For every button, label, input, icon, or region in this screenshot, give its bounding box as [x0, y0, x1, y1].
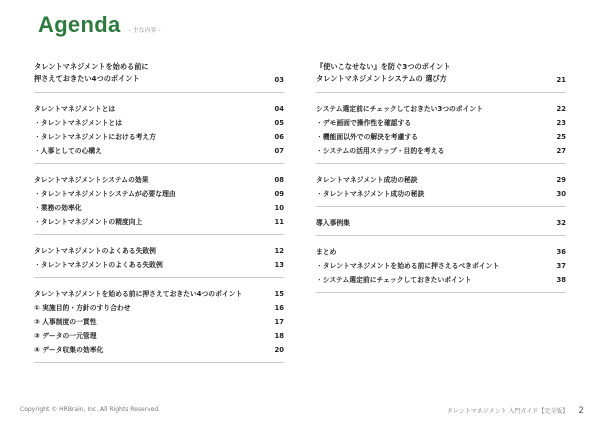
title-row	[38, 12, 161, 38]
toc-subitem[interactable]	[316, 144, 566, 158]
toc-label: タレントマネジメントを始める前に 押さえておきたい4つのポイント	[34, 62, 149, 83]
toc-subitem[interactable]	[316, 130, 566, 144]
toc-label: ・ デモ画面で操作性を確認する	[316, 119, 546, 128]
toc-subitem[interactable]	[316, 116, 566, 130]
toc-section	[316, 173, 566, 207]
toc-page-number: 36	[556, 248, 566, 256]
toc-page-number: 37	[556, 262, 566, 270]
toc-page-number: 11	[274, 218, 284, 226]
toc-left-column	[34, 58, 284, 372]
toc-label: タレントマネジメントとは	[34, 105, 116, 113]
toc-page-number: 20	[274, 346, 284, 354]
toc-label: ・ タレントマネジメントの精度向上	[34, 218, 264, 227]
toc-subitem[interactable]	[316, 259, 566, 273]
toc-page-number: 30	[556, 190, 566, 198]
toc-numbered-item[interactable]	[34, 329, 284, 343]
toc-section	[34, 102, 284, 164]
toc-label: タレントマネジメントのよくある失敗例	[34, 247, 156, 255]
footer	[20, 406, 584, 416]
toc-page-number: 05	[274, 119, 284, 127]
toc-page-number: 13	[274, 261, 284, 269]
toc-label: タレントマネジメント成功の秘訣	[316, 176, 418, 184]
toc-page-number: 03	[274, 76, 284, 84]
toc-label: ③ データの一元管理	[34, 332, 97, 340]
toc-heading[interactable]	[316, 245, 566, 259]
toc-page-number: 04	[274, 105, 284, 113]
toc-heading[interactable]	[316, 58, 566, 87]
toc-label: ・ タレントマネジメントを始める前に押さえるべきポイント	[316, 262, 546, 271]
toc-heading[interactable]	[316, 216, 566, 230]
toc-page-number: 07	[274, 147, 284, 155]
toc-page-number: 16	[274, 304, 284, 312]
toc-page-number: 10	[274, 204, 284, 212]
toc-section	[316, 216, 566, 236]
toc-label: ・ 機能面以外での解決を考慮する	[316, 133, 546, 142]
toc-section	[316, 245, 566, 293]
toc-label: まとめ	[316, 248, 337, 256]
toc-heading[interactable]	[34, 173, 284, 187]
toc-page-number: 06	[274, 133, 284, 141]
toc-page-number: 15	[274, 290, 284, 298]
toc-subitem[interactable]	[34, 130, 284, 144]
toc-label: ④ データ収集の効率化	[34, 346, 104, 354]
toc-section	[316, 102, 566, 164]
toc-subitem[interactable]	[34, 187, 284, 201]
toc-label: ・ 人事としての心構え	[34, 147, 264, 156]
toc-label: 導入事例集	[316, 219, 350, 227]
toc-label: ・ システムの活用ステップ・目的を考える	[316, 147, 546, 156]
toc-label: ① 実施目的・方針のすり合わせ	[34, 304, 131, 312]
toc-page-number: 23	[556, 119, 566, 127]
toc-page-number: 32	[556, 219, 566, 227]
toc-page-number: 27	[556, 147, 566, 155]
toc-label: ・ タレントマネジメントのよくある失敗例	[34, 261, 264, 270]
toc-page-number: 18	[274, 332, 284, 340]
toc-subitem[interactable]	[316, 273, 566, 287]
guide-title: タレントマネジメント 入門ガイド【完全版】	[446, 408, 569, 415]
toc-label: ・ システム選定前にチェックしておきたいポイント	[316, 276, 546, 285]
page-number: 2	[578, 406, 584, 416]
toc-section	[34, 244, 284, 278]
toc-label: ② 人事制度の一貫性	[34, 318, 97, 326]
toc-heading[interactable]	[34, 244, 284, 258]
toc-page-number: 22	[556, 105, 566, 113]
toc-page-number: 09	[274, 190, 284, 198]
toc-heading[interactable]	[34, 102, 284, 116]
copyright: Copyright © HRBrain, Inc. All Rights Reserved.	[20, 406, 161, 413]
toc-numbered-item[interactable]	[34, 343, 284, 357]
page-subtitle: - 主な内容 -	[128, 27, 161, 34]
toc-label: タレントマネジメントシステムの効果	[34, 176, 149, 184]
toc-section	[316, 58, 566, 93]
toc-section	[34, 173, 284, 235]
toc-subitem[interactable]	[34, 144, 284, 158]
toc-page-number: 17	[274, 318, 284, 326]
toc-subitem[interactable]	[34, 215, 284, 229]
toc-page-number: 29	[556, 176, 566, 184]
toc-label: システム選定前にチェックしておきたい3つのポイント	[316, 105, 483, 113]
toc-subitem[interactable]	[34, 116, 284, 130]
toc-heading[interactable]	[316, 102, 566, 116]
toc-section	[34, 58, 284, 93]
toc-label: タレントマネジメントを始める前に押さえておきたい4つのポイント	[34, 290, 243, 298]
page-title: Agenda	[38, 12, 121, 37]
toc-page-number: 21	[556, 76, 566, 84]
toc-label: ・ タレントマネジメント成功の秘訣	[316, 190, 546, 199]
toc-heading[interactable]	[316, 173, 566, 187]
toc-heading[interactable]	[34, 58, 284, 87]
toc-section	[34, 287, 284, 363]
toc-subitem[interactable]	[34, 258, 284, 272]
toc-page-number: 25	[556, 133, 566, 141]
footer-right	[447, 406, 584, 416]
toc-label: ・ タレントマネジメントとは	[34, 119, 264, 128]
toc-numbered-item[interactable]	[34, 315, 284, 329]
toc-label: 『使いこなせない』を防ぐ3つのポイント タレントマネジメントシステムの 選び方	[316, 62, 451, 83]
toc-label: ・ 業務の効率化	[34, 204, 264, 213]
toc-page-number: 08	[274, 176, 284, 184]
toc-label: ・ タレントマネジメントにおける考え方	[34, 133, 264, 142]
toc-subitem[interactable]	[34, 201, 284, 215]
toc-numbered-item[interactable]	[34, 301, 284, 315]
toc-label: ・ タレントマネジメントシステムが必要な理由	[34, 190, 264, 199]
toc-subitem[interactable]	[316, 187, 566, 201]
toc-page-number: 12	[274, 247, 284, 255]
toc-page-number: 38	[556, 276, 566, 284]
toc-heading[interactable]	[34, 287, 284, 301]
toc-right-column	[316, 58, 566, 302]
